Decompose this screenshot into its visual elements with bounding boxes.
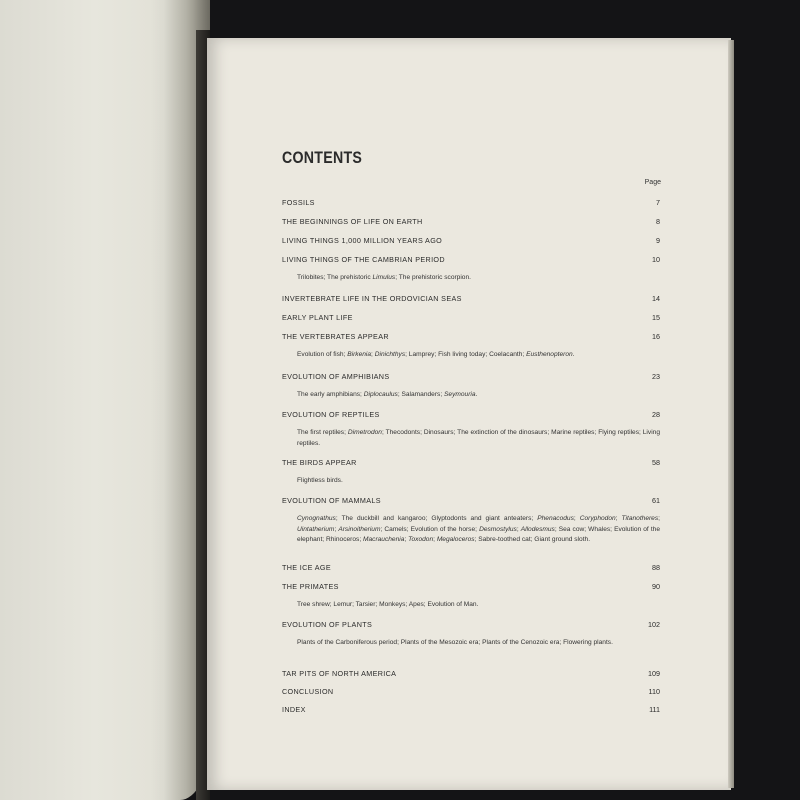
- toc-entry-page-number: 23: [652, 372, 660, 381]
- subtopic-text: Flightless birds.: [297, 477, 343, 484]
- toc-entry-conclusion: [282, 687, 660, 696]
- toc-entry-subtopics: [297, 638, 660, 649]
- toc-entry-title: EVOLUTION OF REPTILES: [282, 410, 380, 419]
- subtopic-text: ; Thecodonts; Dinosaurs; The extinction of the dinosaurs; Marine reptiles; Flying reptiles; Living reptiles.: [297, 429, 660, 447]
- toc-entry-early-plant-life: [282, 313, 660, 322]
- toc-entry-evolution-of-plants: [282, 620, 660, 649]
- subtopic-italic-name: Uintatherium: [297, 525, 335, 533]
- toc-entry-page-number: 10: [652, 255, 660, 264]
- subtopic-text: ;: [334, 525, 339, 533]
- toc-entry-subtopics: [297, 514, 660, 546]
- subtopic-italic-name: Allodesmus: [520, 525, 555, 533]
- toc-entry-subtopics: [297, 428, 660, 449]
- toc-entry-title: THE ICE AGE: [282, 563, 331, 572]
- toc-entry-living-things-1-000-million-years-ago: [282, 236, 660, 245]
- subtopic-italic-name: Limulus: [372, 274, 396, 281]
- subtopic-italic-name: Megaloceros: [436, 536, 475, 543]
- toc-entry-index: [282, 705, 660, 714]
- toc-entry-title: THE BIRDS APPEAR: [282, 458, 357, 467]
- subtopic-text: ; Lamprey; Fish living today; Coelacanth;: [405, 351, 527, 358]
- toc-entry-title: FOSSILS: [282, 198, 315, 207]
- subtopic-text: The early amphibians;: [297, 391, 364, 398]
- toc-entry-title: TAR PITS OF NORTH AMERICA: [282, 669, 397, 678]
- toc-entry-title: EVOLUTION OF PLANTS: [282, 620, 373, 629]
- toc-entry-subtopics: [297, 600, 660, 611]
- toc-entry-fossils: [282, 198, 660, 207]
- subtopic-text: ;: [516, 525, 521, 533]
- subtopic-italic-name: Titanotheres: [621, 515, 659, 522]
- toc-entry-title: LIVING THINGS 1,000 MILLION YEARS AGO: [282, 236, 443, 245]
- subtopic-italic-name: Desmostylus: [479, 525, 517, 533]
- toc-entry-subtopics: [297, 273, 660, 284]
- contents-page: [207, 38, 731, 790]
- toc-entry-page-number: 111: [649, 705, 660, 714]
- toc-entry-page-number: 7: [656, 198, 660, 207]
- toc-entry-page-number: 88: [652, 563, 660, 572]
- toc-entry-page-number: 102: [648, 620, 660, 629]
- subtopic-italic-name: Eusthenopteron: [526, 351, 573, 358]
- toc-entry-page-number: 58: [652, 458, 660, 467]
- subtopic-text: ; Sea cow; Whales; Evolution of the elephant; Rhinoceros;: [297, 525, 661, 543]
- toc-entry-page-number: 28: [652, 410, 660, 419]
- toc-entry-title: INDEX: [282, 705, 306, 714]
- subtopic-text: ;: [404, 536, 409, 543]
- subtopic-text: ; Salamanders;: [397, 391, 444, 398]
- toc-entry-page-number: 15: [652, 313, 660, 322]
- subtopic-italic-name: Seymouria: [444, 391, 476, 398]
- subtopic-text: ;: [371, 351, 375, 358]
- subtopic-italic-name: Cynognathus: [297, 515, 336, 522]
- subtopic-text: .: [475, 391, 478, 398]
- subtopic-text: Tree shrew; Lemur; Tarsier; Monkeys; Apes; Evolution of Man.: [297, 601, 479, 608]
- subtopic-text: Plants of the Carboniferous period; Plants of the Mesozoic era; Plants of the Cenozoic era; Flowering plants.: [297, 639, 613, 646]
- subtopic-text: ;: [615, 515, 622, 522]
- toc-entry-evolution-of-mammals: [282, 496, 660, 546]
- toc-entry-title: THE BEGINNINGS OF LIFE ON EARTH: [282, 217, 423, 226]
- toc-entry-page-number: 90: [652, 582, 660, 591]
- toc-entry-tar-pits-of-north-america: [282, 669, 660, 678]
- subtopic-italic-name: Phenacodus: [537, 515, 574, 522]
- toc-entry-the-vertebrates-appear: [282, 332, 660, 361]
- toc-entry-title: THE PRIMATES: [282, 582, 339, 591]
- toc-entry-the-primates: [282, 582, 660, 611]
- subtopic-text: ; The duckbill and kangaroo; Glyptodonts and giant anteaters;: [335, 515, 538, 522]
- subtopic-text: ;: [433, 536, 437, 543]
- subtopic-italic-name: Diplocaulus: [363, 391, 398, 398]
- toc-entry-title: LIVING THINGS OF THE CAMBRIAN PERIOD: [282, 255, 445, 264]
- toc-entry-subtopics: [297, 390, 660, 401]
- page-edge: [728, 40, 734, 788]
- subtopic-italic-name: Coryphodon: [579, 515, 616, 522]
- subtopic-italic-name: Toxodon: [408, 536, 434, 543]
- contents-heading: CONTENTS: [282, 149, 363, 167]
- toc-entry-subtopics: [297, 350, 660, 361]
- toc-entry-page-number: 109: [648, 669, 660, 678]
- subtopic-italic-name: Dimetrodon: [347, 429, 382, 436]
- page-column-label: Page: [644, 179, 661, 186]
- subtopic-text: .: [572, 351, 575, 358]
- toc-entry-page-number: 61: [652, 496, 660, 505]
- subtopic-italic-name: Arsinoitherium: [338, 525, 381, 533]
- toc-entry-page-number: 110: [648, 687, 660, 696]
- toc-entry-the-beginnings-of-life-on-earth: [282, 217, 660, 226]
- toc-entry-page-number: 8: [656, 217, 660, 226]
- toc-entry-page-number: 14: [652, 294, 660, 303]
- toc-entry-the-ice-age: [282, 563, 660, 572]
- toc-entry-title: EVOLUTION OF AMPHIBIANS: [282, 372, 390, 381]
- subtopic-italic-name: Birkenia: [347, 351, 372, 358]
- toc-entry-title: EARLY PLANT LIFE: [282, 313, 353, 322]
- toc-entry-evolution-of-amphibians: [282, 372, 660, 401]
- subtopic-text: ; Sabre-toothed cat; Giant ground sloth.: [474, 536, 591, 543]
- subtopic-italic-name: Macrauchenia: [362, 536, 405, 543]
- toc-entry-subtopics: [297, 476, 660, 487]
- subtopic-text: ;: [573, 515, 580, 522]
- toc-entry-page-number: 16: [652, 332, 660, 341]
- toc-entry-invertebrate-life-in-the-ordovician-seas: [282, 294, 660, 303]
- toc-entry-living-things-of-the-cambrian-period: [282, 255, 660, 284]
- toc-entry-the-birds-appear: [282, 458, 660, 487]
- subtopic-text: Evolution of fish;: [297, 351, 348, 358]
- subtopic-text: Trilobites; The prehistoric: [297, 274, 373, 281]
- subtopic-text: The first reptiles;: [297, 429, 348, 436]
- toc-entry-title: INVERTEBRATE LIFE IN THE ORDOVICIAN SEAS: [282, 294, 462, 303]
- subtopic-text: ; Camels; Evolution of the horse;: [380, 525, 480, 533]
- toc-entry-title: CONCLUSION: [282, 687, 334, 696]
- toc-entry-title: EVOLUTION OF MAMMALS: [282, 496, 381, 505]
- toc-entry-page-number: 9: [656, 236, 660, 245]
- toc-entry-evolution-of-reptiles: [282, 410, 660, 449]
- subtopic-italic-name: Dinichthys: [374, 351, 406, 358]
- toc-entry-title: THE VERTEBRATES APPEAR: [282, 332, 389, 341]
- subtopic-text: ;: [658, 515, 660, 522]
- subtopic-text: ; The prehistoric scorpion.: [395, 274, 471, 281]
